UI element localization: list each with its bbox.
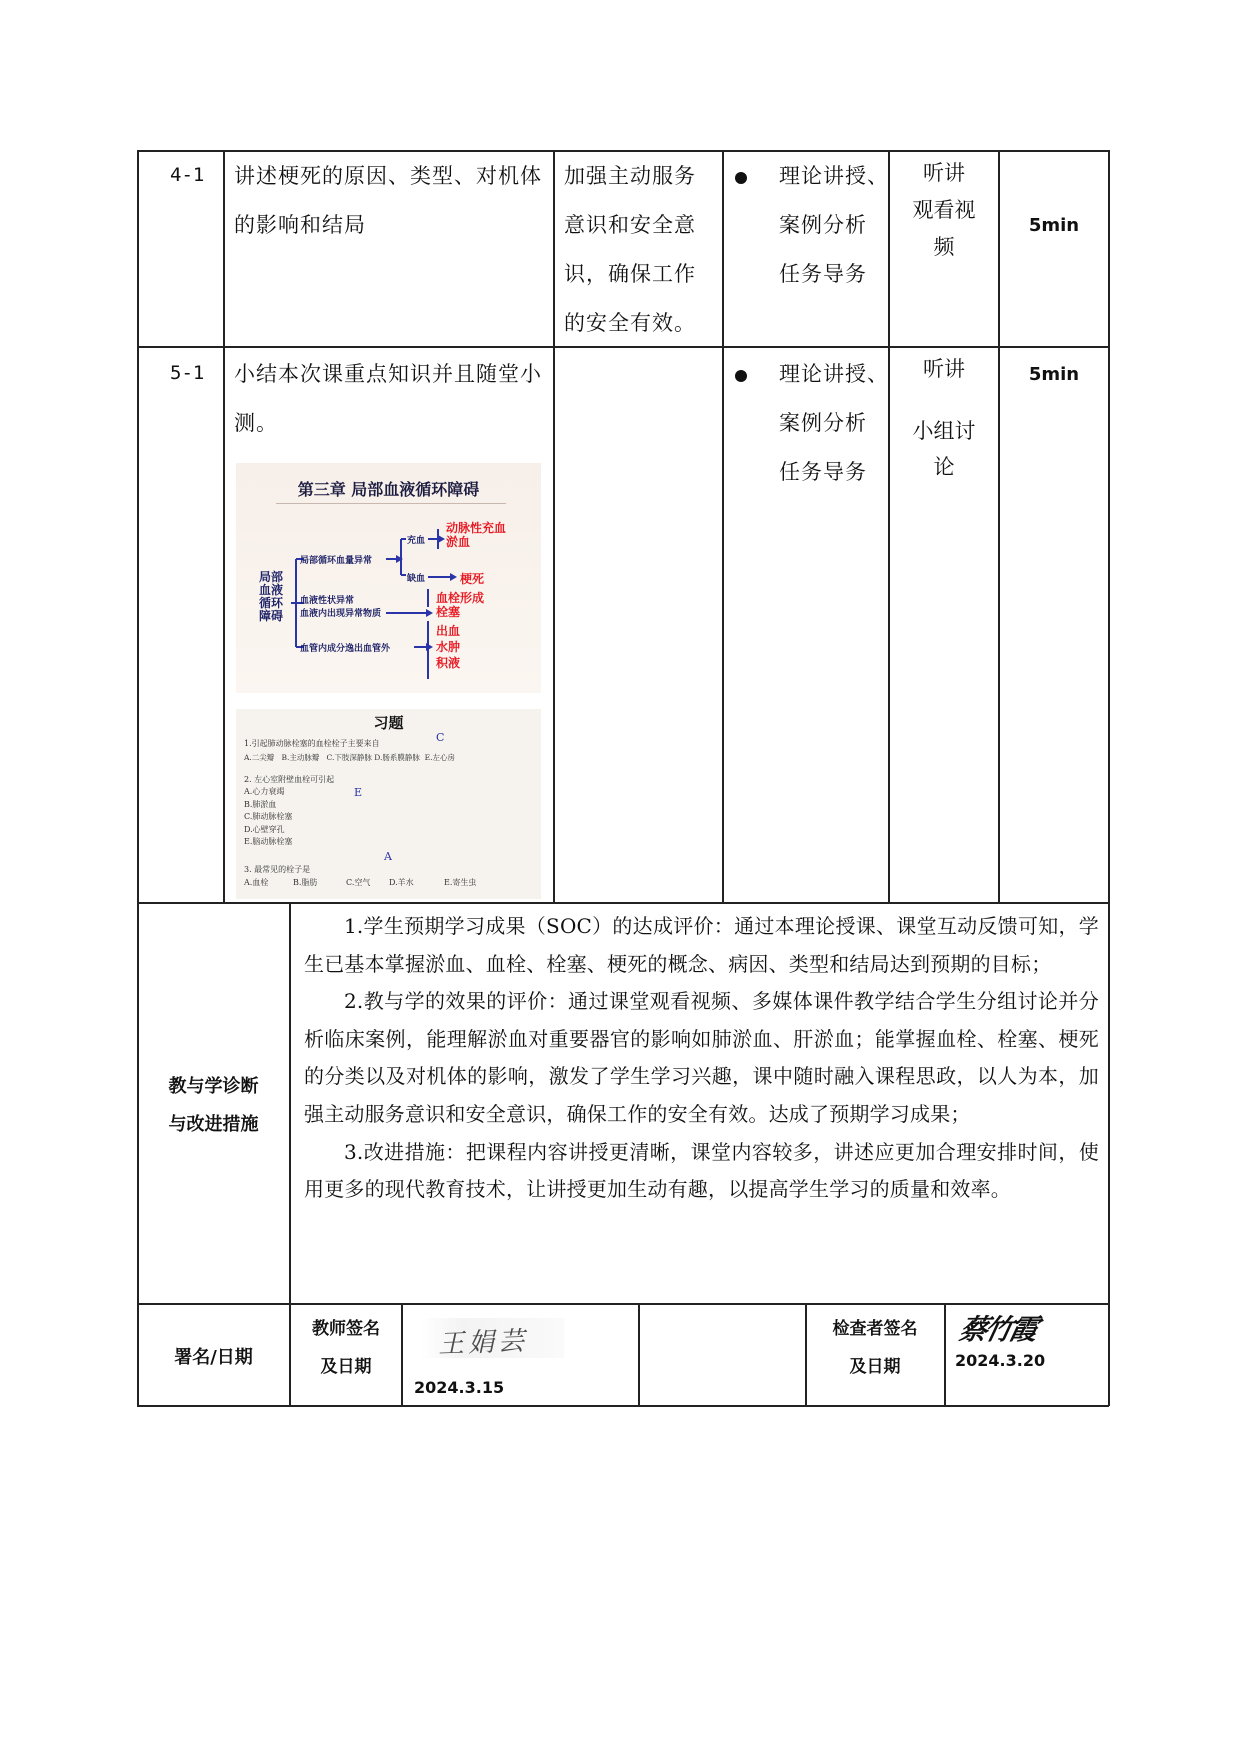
col-divider [944, 1303, 946, 1406]
ideology-line: 意识和安全意 [564, 213, 696, 237]
branch-label: 局部循环血量异常 [300, 556, 373, 566]
root-line: 血液 [258, 583, 283, 597]
branch-label: 血液性状异常 [300, 596, 355, 606]
quiz-options [244, 786, 292, 849]
evaluation-text [304, 908, 1099, 1209]
table-border-bottom [137, 1405, 1109, 1407]
option: E.寄生虫 [444, 878, 477, 887]
method-line: 理论讲授、 [779, 362, 889, 386]
label-line: 与改进措施 [168, 1114, 259, 1135]
col-divider [998, 150, 1000, 903]
activity-line: 听讲 [923, 161, 965, 185]
branch-label: 血液内出现异常物质 [300, 609, 382, 619]
row-id: 5-1 [170, 362, 205, 384]
row-activity [890, 155, 998, 266]
result-label: 淤血 [446, 535, 471, 549]
option: E.脑动脉栓塞 [244, 837, 293, 846]
checker-signature: 蔡竹霞 [956, 1313, 1039, 1346]
result-group-1 [446, 521, 506, 549]
result-label: 梗死 [460, 572, 485, 586]
evaluation-paragraph: 2.教与学的效果的评价：通过课堂观看视频、多媒体课件教学结合学生分组讨论并分析临床案例，能理解淤血对重要器官的影响如肺淤血、肝淤血；能掌握血栓、栓塞、梗死的分类以及对机体的影响，激发了学生学习兴趣，课中随时融入课程思政，以人为本，加强主动服务意识和安全意识，确保工作的安全有效。达成了预期学习成果； [304, 989, 1099, 1126]
quiz-question: 1.引起肺动脉栓塞的血栓栓子主要来自 [244, 739, 380, 748]
table-border-right [1108, 150, 1110, 1406]
content-line: 的影响和结局 [234, 213, 366, 237]
col-divider [223, 150, 225, 903]
row-id: 4-1 [170, 164, 205, 186]
activity-line: 频 [933, 235, 955, 259]
teacher-date: 2024.3.15 [414, 1378, 505, 1397]
content-line: 测。 [234, 411, 278, 435]
row-activity [890, 352, 998, 486]
option: A.血栓 [244, 878, 269, 887]
label-line: 教与学诊断 [168, 1076, 259, 1097]
option: B.肺淤血 [244, 799, 277, 809]
teacher-signature-label [291, 1310, 401, 1386]
row-time: 5min [1028, 215, 1080, 236]
result-label: 动脉性充血 [446, 521, 507, 535]
label-line: 教师签名 [312, 1319, 380, 1339]
option: A.心力衰竭 [244, 787, 285, 796]
method-line: 理论讲授、 [779, 164, 889, 188]
root-label [254, 571, 288, 623]
row-time: 5min [1028, 364, 1080, 385]
ideology-line: 加强主动服务 [564, 164, 696, 188]
row-methods [779, 350, 889, 497]
branch-label: 血管内成分逸出血管外 [300, 644, 391, 654]
slide-concept-map [236, 463, 541, 693]
bullet-icon [735, 370, 747, 382]
method-line: 案例分析 [779, 213, 867, 237]
col-divider [638, 1303, 640, 1406]
slide-quiz [236, 709, 541, 899]
row-divider [137, 1303, 1109, 1305]
row-content [234, 350, 552, 448]
label-line: 及日期 [320, 1357, 372, 1377]
method-line: 任务导务 [779, 262, 867, 286]
row-content [234, 152, 552, 250]
col-divider [553, 150, 555, 903]
activity-line: 听讲 [923, 357, 965, 381]
option: D.心壁穿孔 [244, 824, 285, 834]
quiz-title: 习题 [373, 714, 404, 732]
quiz-question: 3. 最常见的栓子是 [244, 865, 311, 874]
result-label: 血栓形成 [436, 591, 485, 605]
bullet-icon [735, 172, 747, 184]
evaluation-paragraph: 1.学生预期学习成果（SOC）的达成评价：通过本理论授课、课堂互动反馈可知，学生已基本掌握淤血、血栓、栓塞、梗死的概念、病因、类型和结局达到预期的目标； [304, 914, 1099, 976]
col-divider [401, 1303, 403, 1406]
checker-date: 2024.3.20 [955, 1351, 1046, 1370]
quiz-answer: E [354, 786, 363, 799]
option: C.空气 [346, 878, 371, 887]
result-group-3 [436, 623, 460, 671]
root-line: 障碍 [258, 609, 283, 623]
ideology-line: 识，确保工作 [564, 262, 696, 286]
content-line: 小结本次课重点知识并且随堂小 [234, 362, 542, 386]
root-line: 循环 [258, 596, 283, 610]
slide-title: 第三章 局部血液循环障碍 [297, 480, 480, 499]
label-line: 检查者签名 [832, 1319, 918, 1339]
root-line: 局部 [258, 570, 283, 584]
option: D.羊水 [389, 878, 414, 887]
method-line: 案例分析 [779, 411, 867, 435]
row-divider [137, 902, 1109, 904]
teacher-signature-image [420, 1318, 564, 1358]
evaluation-label [138, 1068, 289, 1144]
quiz-answer: C [436, 731, 445, 744]
quiz-question: 2. 左心室附壁血栓可引起 [244, 775, 335, 784]
sub-label: 充血 [407, 536, 426, 546]
row-ideology [564, 152, 724, 348]
signature-label: 署名/日期 [174, 1347, 253, 1368]
quiz-answer: A [384, 850, 392, 863]
table-border-left [137, 150, 139, 1406]
ideology-line: 的安全有效。 [564, 311, 696, 335]
quiz-options: A.二尖瓣 B.主动脉瓣 C.下肢深静脉 D.肠系膜静脉 E.左心房 [244, 753, 455, 762]
teacher-signature: 王娟芸 [437, 1326, 529, 1360]
activity-line: 论 [933, 455, 955, 479]
method-line: 任务导务 [779, 460, 867, 484]
result-label: 出血 [436, 624, 461, 638]
label-line: 及日期 [849, 1357, 901, 1377]
activity-line: 小组讨 [912, 419, 976, 443]
content-line: 讲述梗死的原因、类型、对机体 [234, 164, 542, 188]
result-label: 积液 [436, 656, 461, 670]
row-methods [779, 152, 889, 299]
activity-line: 观看视 [912, 198, 976, 222]
option: C.肺动脉栓塞 [244, 812, 293, 821]
evaluation-paragraph: 3.改进措施：把课程内容讲授更清晰，课堂内容较多，讲述应更加合理安排时间，使用更多的现代教育技术，让讲授更加生动有趣，以提高学生学习的质量和效率。 [304, 1139, 1099, 1202]
result-label: 水肿 [436, 640, 461, 654]
checker-signature-label [806, 1310, 944, 1386]
result-label: 栓塞 [436, 605, 461, 619]
sub-label: 缺血 [407, 574, 426, 584]
result-group-2 [436, 591, 484, 619]
option: B.脂肪 [293, 878, 318, 887]
